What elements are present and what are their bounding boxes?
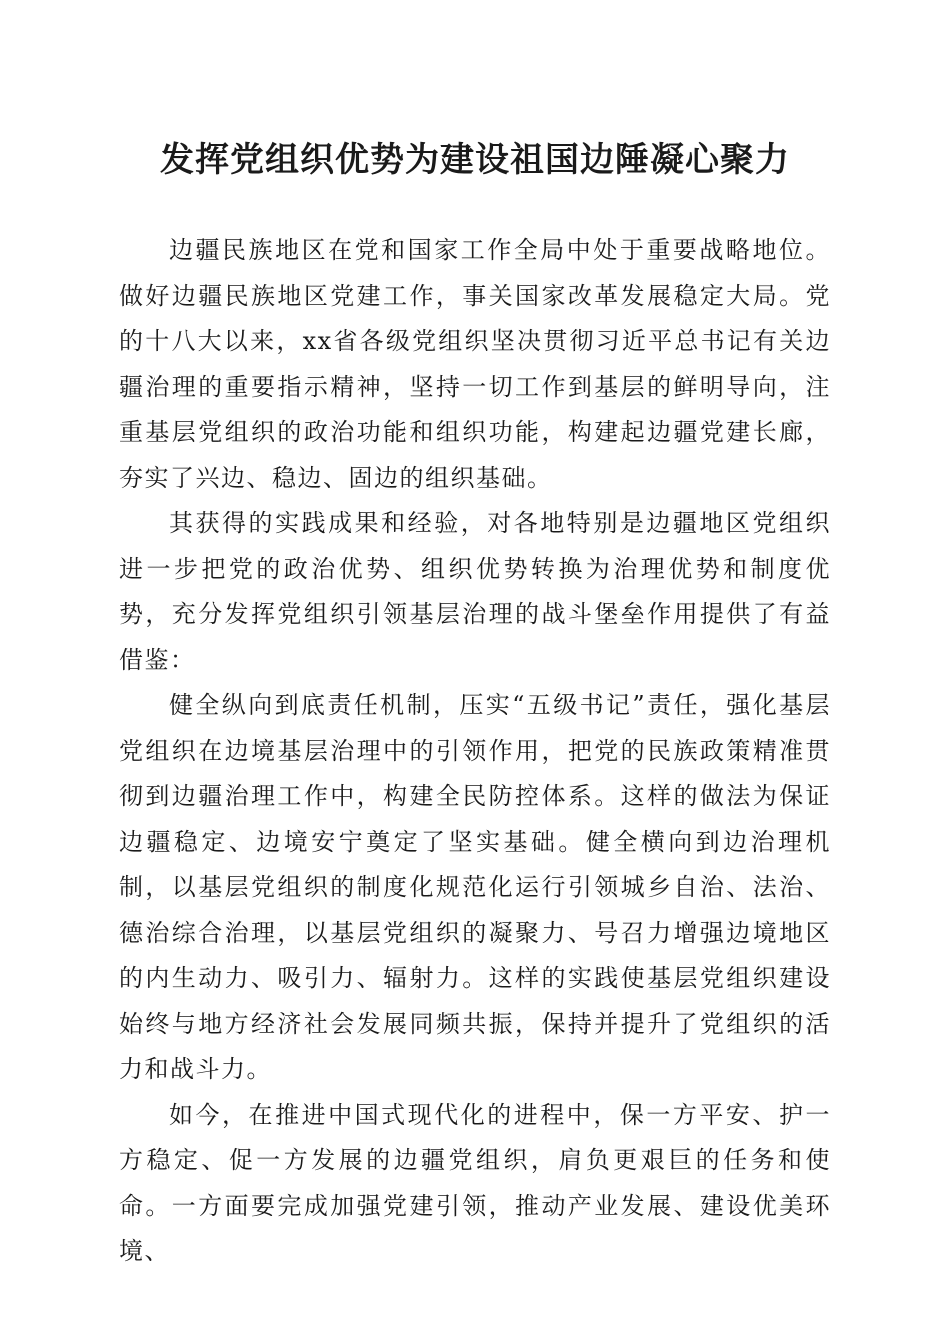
paragraph-1: 边疆民族地区在党和国家工作全局中处于重要战略地位。做好边疆民族地区党建工作，事关国家改革发展稳定大局。党的十八大以来，xx省各级党组织坚决贯彻习近平总书记有关边疆治理的重要指示精神，坚持一切工作到基层的鲜明导向，注重基层党组织的政治功能和组织功能，构建起边疆党建长廊，夯实了兴边、稳边、固边的组织基础。 bbox=[119, 236, 831, 492]
document-body bbox=[119, 228, 831, 1275]
paragraph-3: 健全纵向到底责任机制，压实“五级书记”责任，强化基层党组织在边境基层治理中的引领作用，把党的民族政策精准贯彻到边疆治理工作中，构建全民防控体系。这样的做法为保证边疆稳定、边境安宁奠定了坚实基础。健全横向到边治理机制，以基层党组织的制度化规范化运行引领城乡自治、法治、德治综合治理，以基层党组织的凝聚力、号召力增强边境地区的内生动力、吸引力、辐射力。这样的实践使基层党组织建设始终与地方经济社会发展同频共振，保持并提升了党组织的活力和战斗力。 bbox=[119, 691, 831, 1083]
paragraph-2: 其获得的实践成果和经验，对各地特别是边疆地区党组织进一步把党的政治优势、组织优势转换为治理优势和制度优势，充分发挥党组织引领基层治理的战斗堡垒作用提供了有益借鉴： bbox=[119, 509, 831, 674]
document-title: 发挥党组织优势为建设祖国边陲凝心聚力 bbox=[160, 140, 790, 180]
paragraph-4: 如今，在推进中国式现代化的进程中，保一方平安、护一方稳定、促一方发展的边疆党组织，肩负更艰巨的任务和使命。一方面要完成加强党建引领，推动产业发展、建设优美环境、 bbox=[119, 1100, 831, 1265]
